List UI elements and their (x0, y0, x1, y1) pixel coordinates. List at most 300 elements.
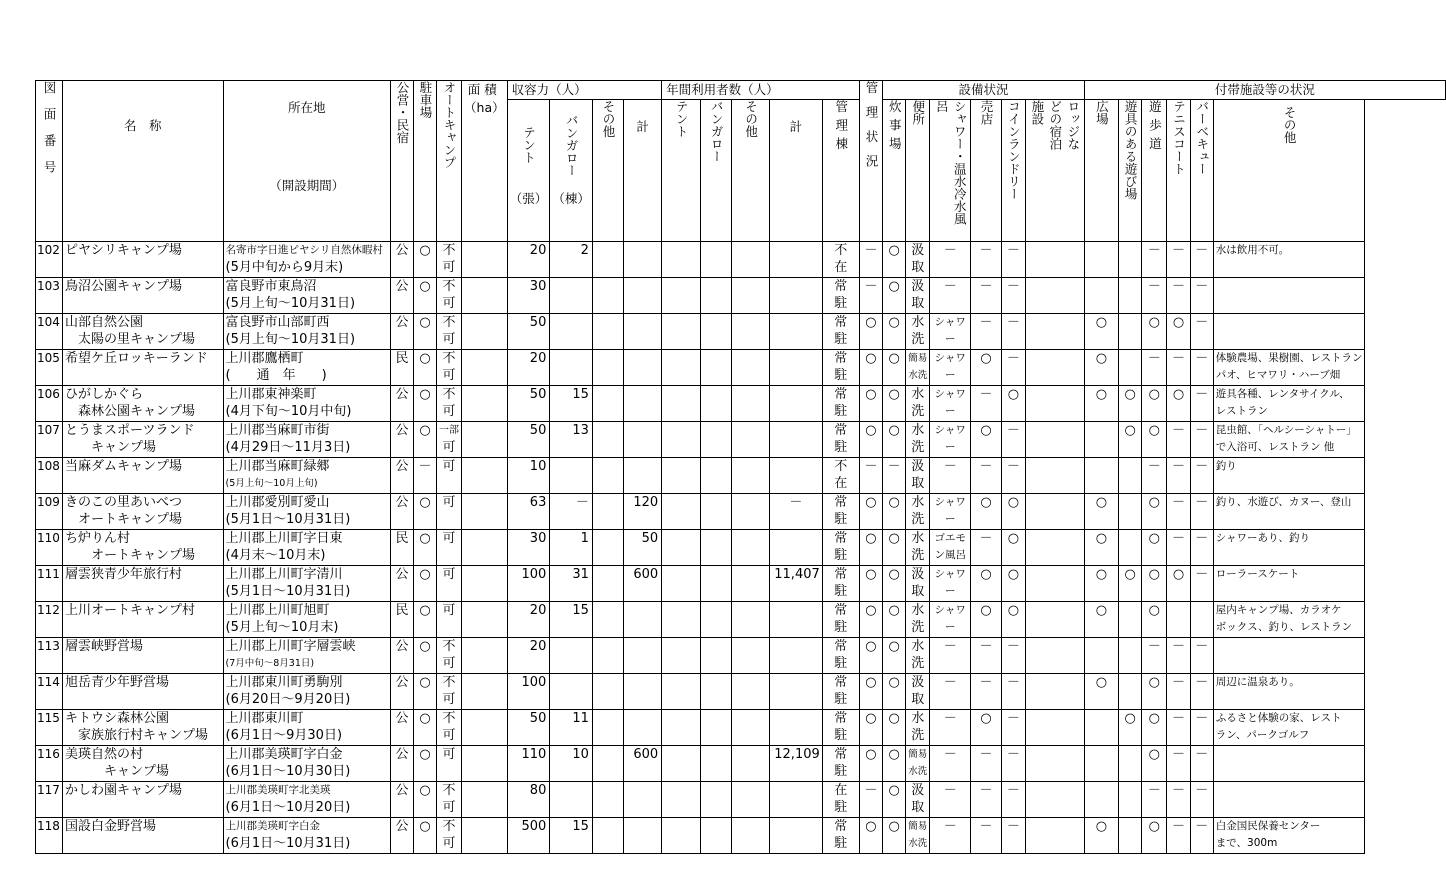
row-a-other (1213, 278, 1365, 314)
row-name (63, 422, 224, 458)
header-u-tent-text: テント (674, 100, 690, 138)
row-f-shower (930, 314, 971, 350)
row-cap-bungalow (550, 422, 593, 458)
header-f-shop-text: 売店 (979, 100, 995, 125)
table-row (36, 422, 1446, 458)
header-f-toilet (906, 100, 930, 242)
row-f-toilet-line1: 水 (911, 423, 925, 438)
row-cap-tent-text: 100 (521, 675, 547, 690)
header-location-top: 所在地 (288, 100, 326, 115)
row-a-bbq (1190, 566, 1213, 602)
header-a-other-text: その他 (1282, 106, 1298, 144)
row-cap-bungalow (550, 530, 593, 566)
row-type-text: 公 (395, 423, 409, 438)
row-u-other (732, 494, 770, 530)
row-cap-total (624, 386, 662, 422)
row-f-toilet (906, 494, 930, 530)
row-a-other (1213, 386, 1365, 422)
header-f-kitchen (883, 100, 906, 242)
row-cap-tent-text: 10 (529, 459, 547, 474)
row-location-line1: 富良野市山部町西 (225, 315, 330, 330)
row-a-tennis (1167, 602, 1190, 638)
row-mgmt-line2: 駐 (834, 368, 848, 383)
header-a-tennis-text: テニスコート (1171, 100, 1187, 175)
row-u-tent (662, 242, 701, 278)
table-row (36, 386, 1446, 422)
row-parking (414, 566, 437, 602)
row-f-building-text: ○ (865, 711, 877, 726)
header-location (223, 81, 391, 242)
row-a-path (1142, 422, 1167, 458)
row-f-building (859, 278, 882, 314)
row-name-line2: キャンプ場 (65, 440, 157, 455)
row-type-text: 民 (395, 531, 409, 546)
row-cap-tent (507, 674, 550, 710)
row-f-shower-text: － (943, 639, 957, 654)
row-location-line2: (6月1日～10月20日) (225, 800, 351, 815)
row-f-laundry-text: － (1006, 747, 1020, 762)
row-f-shower-text: － (943, 279, 957, 294)
row-cap-other (592, 746, 623, 782)
row-location-line1: 上川郡上川町旭町 (225, 603, 330, 618)
row-u-total (770, 566, 823, 602)
row-f-shower-text: シャワー (934, 568, 966, 597)
row-id (36, 350, 63, 386)
row-a-tennis (1167, 242, 1190, 278)
row-cap-other (592, 386, 623, 422)
row-a-plaza-text: ○ (1095, 387, 1108, 402)
row-f-kitchen (883, 386, 906, 422)
row-a-tennis (1167, 422, 1190, 458)
row-a-path (1142, 494, 1167, 530)
row-f-shower (930, 458, 971, 494)
row-location-line2: (4月下旬～10月中旬) (225, 404, 352, 419)
table-row (36, 314, 1446, 350)
row-cap-tent-text: 30 (529, 279, 547, 294)
row-f-building (859, 818, 882, 854)
row-f-shower-text: ゴエモン風呂 (934, 532, 966, 561)
row-f-toilet (906, 566, 930, 602)
row-id-text: 118 (37, 819, 60, 833)
row-f-laundry (1001, 602, 1025, 638)
row-f-shop-text: ○ (980, 603, 992, 618)
row-f-shower (930, 566, 971, 602)
row-a-path (1142, 674, 1167, 710)
row-cap-bungalow-text: － (575, 495, 589, 510)
header-f-toilet-text: 便所 (910, 100, 926, 125)
row-u-total (770, 782, 823, 818)
row-f-laundry-text: ○ (1007, 531, 1020, 546)
row-type-text: 公 (395, 675, 409, 690)
row-f-shower (930, 422, 971, 458)
row-a-other-line2: パオ、ヒマワリ・ハーブ畑 (1215, 369, 1341, 381)
row-f-building-text: ○ (865, 747, 877, 762)
row-parking (414, 386, 437, 422)
row-parking-text: ○ (419, 315, 431, 330)
row-parking (414, 494, 437, 530)
header-u-total (770, 100, 823, 242)
row-f-kitchen-text: ○ (888, 639, 900, 654)
row-f-toilet (906, 782, 930, 818)
row-f-building (859, 638, 882, 674)
row-a-other (1213, 242, 1365, 278)
row-area (462, 314, 508, 350)
row-name (63, 458, 224, 494)
row-mgmt (822, 278, 859, 314)
header-f-shower (930, 100, 971, 242)
row-parking-text: － (418, 459, 432, 474)
row-location-line2: (6月20日～9月20日) (225, 692, 351, 707)
header-auto (437, 81, 462, 242)
header-facilities-text: 設備状況 (958, 82, 1009, 97)
row-u-tent (662, 314, 701, 350)
header-a-bbq (1190, 100, 1213, 242)
header-cap-tent-unit: （張） (509, 191, 548, 206)
row-name (63, 530, 224, 566)
row-parking-text: ○ (419, 747, 431, 762)
row-f-kitchen-text: ○ (888, 279, 900, 294)
row-f-laundry-text: － (1006, 639, 1020, 654)
row-f-laundry-text: － (1006, 423, 1020, 438)
row-f-shower (930, 638, 971, 674)
row-location-line1: 名寄市字日進ピヤシリ自然休暇村 (225, 244, 383, 256)
row-a-bbq (1190, 278, 1213, 314)
row-area (462, 422, 508, 458)
row-a-playground (1118, 710, 1141, 746)
table-header (36, 81, 1446, 242)
row-f-shop (971, 710, 1002, 746)
row-id (36, 386, 63, 422)
row-id (36, 818, 63, 854)
row-u-tent (662, 746, 701, 782)
row-type (391, 494, 414, 530)
row-u-bungalow (701, 494, 732, 530)
header-type (391, 81, 414, 242)
row-a-playground (1118, 350, 1141, 386)
header-cap-bungalow-unit: （棟） (552, 191, 590, 206)
row-auto-line2: 可 (442, 836, 456, 851)
header-id-text: 図面番号 (42, 81, 57, 187)
row-a-path-text: ○ (1148, 423, 1160, 438)
row-name (63, 242, 224, 278)
row-mgmt-line1: 常 (834, 819, 848, 834)
row-a-lodge (1025, 422, 1084, 458)
row-a-lodge (1025, 710, 1084, 746)
row-u-other (732, 422, 770, 458)
row-f-laundry (1001, 674, 1025, 710)
header-name-text: 名 称 (124, 118, 162, 133)
row-id (36, 314, 63, 350)
row-a-bbq-text: － (1195, 639, 1209, 654)
row-f-kitchen (883, 530, 906, 566)
row-location-line1: 上川郡上川町字清川 (225, 567, 343, 582)
row-f-toilet (906, 710, 930, 746)
row-a-tennis (1167, 566, 1190, 602)
row-u-tent (662, 278, 701, 314)
row-a-playground (1118, 458, 1141, 494)
row-type-text: 公 (395, 567, 409, 582)
row-f-kitchen (883, 242, 906, 278)
row-name-line2: 森林公園キャンプ場 (65, 404, 196, 419)
row-a-path (1142, 530, 1167, 566)
row-parking (414, 674, 437, 710)
row-a-tennis-text: － (1172, 819, 1186, 834)
row-name (63, 602, 224, 638)
row-u-tent (662, 818, 701, 854)
row-mgmt (822, 746, 859, 782)
row-f-kitchen (883, 566, 906, 602)
row-a-lodge (1025, 674, 1084, 710)
row-a-plaza (1084, 602, 1118, 638)
row-mgmt-line1: 常 (834, 387, 848, 402)
row-name (63, 818, 224, 854)
row-mgmt-line1: 常 (834, 423, 848, 438)
row-a-tennis-text: ○ (1172, 315, 1185, 330)
row-f-toilet (906, 350, 930, 386)
row-name (63, 782, 224, 818)
row-a-bbq-text: － (1195, 567, 1209, 582)
row-cap-bungalow-text: 31 (572, 567, 589, 582)
row-a-other (1213, 710, 1365, 746)
row-f-toilet (906, 422, 930, 458)
header-a-path (1142, 100, 1167, 242)
row-type-text: 民 (395, 351, 409, 366)
row-f-kitchen-text: ○ (888, 747, 900, 762)
row-area (462, 782, 508, 818)
row-type (391, 386, 414, 422)
row-f-toilet (906, 638, 930, 674)
header-f-shower-text: シャワー・温水冷水風呂 (934, 100, 968, 225)
row-f-kitchen (883, 638, 906, 674)
row-a-other-line2: ラン、パークゴルフ (1215, 729, 1310, 741)
row-location-line1: 上川郡東川町 (225, 711, 304, 726)
row-a-bbq (1190, 638, 1213, 674)
header-cap-bungalow-text: バンガロー (564, 113, 580, 177)
row-a-path-text: ○ (1148, 819, 1160, 834)
row-mgmt (822, 818, 859, 854)
row-u-other (732, 386, 770, 422)
row-a-plaza (1084, 494, 1118, 530)
row-location-line2: ( 通 年 ) (225, 368, 327, 383)
row-u-bungalow (701, 818, 732, 854)
row-f-toilet-line2: 取 (911, 584, 925, 599)
row-f-shower-text: シャワー (934, 388, 966, 417)
row-a-other (1213, 530, 1365, 566)
row-id (36, 422, 63, 458)
row-a-tennis (1167, 386, 1190, 422)
table-row (36, 278, 1446, 314)
row-mgmt-line2: 駐 (834, 692, 848, 707)
row-f-shower-text: シャワー (934, 604, 966, 633)
row-type (391, 674, 414, 710)
row-f-building (859, 386, 882, 422)
row-type (391, 458, 414, 494)
row-a-tennis-text: － (1172, 711, 1186, 726)
row-a-bbq-text: － (1195, 675, 1209, 690)
row-a-bbq (1190, 350, 1213, 386)
row-f-laundry (1001, 458, 1025, 494)
row-a-plaza-text: ○ (1095, 315, 1108, 330)
row-id-text: 114 (37, 675, 60, 689)
row-f-shower (930, 818, 971, 854)
row-a-playground (1118, 566, 1141, 602)
row-parking (414, 782, 437, 818)
row-a-tennis (1167, 638, 1190, 674)
row-u-total (770, 314, 823, 350)
row-cap-tent (507, 422, 550, 458)
row-a-plaza (1084, 566, 1118, 602)
row-location-line1: 上川郡上川町字日東 (225, 531, 343, 546)
row-a-lodge (1025, 602, 1084, 638)
row-f-toilet (906, 674, 930, 710)
row-f-laundry-text: ○ (1007, 603, 1020, 618)
row-cap-total-text: 50 (641, 531, 659, 546)
row-cap-other (592, 530, 623, 566)
row-a-path-text: ○ (1148, 495, 1160, 510)
row-f-shop (971, 422, 1002, 458)
row-f-shower-text: － (943, 675, 957, 690)
row-cap-tent-text: 100 (521, 567, 547, 582)
row-location-line1: 上川郡愛別町愛山 (225, 495, 330, 510)
row-f-shop (971, 530, 1002, 566)
row-a-bbq-text: － (1195, 351, 1209, 366)
row-area (462, 278, 508, 314)
row-u-bungalow (701, 242, 732, 278)
row-type (391, 602, 414, 638)
row-location-line2: (5月中旬から9月末) (225, 260, 344, 275)
row-f-toilet-line2: 取 (911, 296, 925, 311)
row-name (63, 638, 224, 674)
row-parking-text: ○ (419, 567, 431, 582)
row-a-other-line1: 水は飲用不可。 (1215, 244, 1290, 256)
row-a-bbq-text: － (1195, 423, 1209, 438)
row-u-tent (662, 638, 701, 674)
row-id (36, 566, 63, 602)
row-a-bbq (1190, 242, 1213, 278)
row-f-kitchen (883, 278, 906, 314)
row-f-laundry-text: － (1006, 675, 1020, 690)
table-row (36, 638, 1446, 674)
row-a-plaza-text: ○ (1095, 351, 1108, 366)
row-id (36, 602, 63, 638)
row-mgmt-line2: 駐 (834, 656, 848, 671)
row-a-tennis (1167, 782, 1190, 818)
table-row (36, 782, 1446, 818)
row-auto-line1: 可 (442, 495, 456, 510)
row-a-lodge (1025, 350, 1084, 386)
row-f-shower-text: － (943, 459, 957, 474)
row-a-lodge (1025, 278, 1084, 314)
row-f-kitchen (883, 746, 906, 782)
row-mgmt (822, 674, 859, 710)
row-u-other (732, 602, 770, 638)
row-name-line2: 太陽の里キャンプ場 (65, 332, 196, 347)
row-a-plaza-text: ○ (1095, 531, 1108, 546)
row-name-line1: 層雲峡野営場 (65, 639, 144, 654)
row-cap-total (624, 494, 662, 530)
row-auto-line1: 不 (442, 315, 456, 330)
row-auto-line1: 不 (442, 675, 456, 690)
row-f-shower (930, 386, 971, 422)
row-f-shop-text: ○ (980, 351, 992, 366)
row-auto-line1: 不 (442, 783, 456, 798)
row-type-text: 公 (395, 747, 409, 762)
row-parking (414, 458, 437, 494)
row-mgmt (822, 530, 859, 566)
row-f-laundry (1001, 530, 1025, 566)
row-cap-bungalow-text: 11 (572, 711, 589, 726)
row-mgmt (822, 782, 859, 818)
row-a-lodge (1025, 746, 1084, 782)
row-cap-total (624, 566, 662, 602)
header-a-playground (1118, 100, 1141, 242)
row-name-line1: 旭岳青少年野営場 (65, 675, 170, 690)
row-cap-tent (507, 602, 550, 638)
row-cap-total (624, 350, 662, 386)
row-parking (414, 278, 437, 314)
row-mgmt-line2: 駐 (834, 764, 848, 779)
row-f-shop-text: － (979, 747, 993, 762)
row-a-tennis (1167, 494, 1190, 530)
row-u-bungalow (701, 278, 732, 314)
row-f-kitchen (883, 458, 906, 494)
row-cap-total (624, 314, 662, 350)
row-mgmt-line2: 駐 (834, 800, 848, 815)
row-f-shower-text: シャワー (934, 316, 966, 345)
row-a-path-text: ○ (1148, 603, 1160, 618)
row-f-toilet (906, 602, 930, 638)
row-a-bbq (1190, 602, 1213, 638)
row-type (391, 782, 414, 818)
row-mgmt-line1: 常 (834, 711, 848, 726)
row-id-text: 109 (37, 495, 60, 509)
row-cap-other (592, 314, 623, 350)
row-auto (437, 386, 462, 422)
row-a-plaza-text: ○ (1095, 675, 1108, 690)
row-auto-line2: 可 (442, 728, 456, 743)
row-f-kitchen (883, 674, 906, 710)
header-attached (1084, 81, 1445, 100)
row-a-bbq-text: － (1195, 495, 1209, 510)
row-f-shop-text: － (979, 639, 993, 654)
table-row (36, 530, 1446, 566)
row-u-total (770, 458, 823, 494)
row-id-text: 116 (37, 747, 60, 761)
row-mgmt-line2: 駐 (834, 332, 848, 347)
row-area (462, 602, 508, 638)
row-name (63, 278, 224, 314)
row-u-tent (662, 350, 701, 386)
row-a-path-text: ○ (1148, 531, 1160, 546)
row-a-path (1142, 242, 1167, 278)
row-u-bungalow (701, 422, 732, 458)
row-cap-total-text: 600 (633, 567, 659, 582)
row-a-plaza-text: ○ (1095, 819, 1108, 834)
header-u-tent (662, 100, 701, 242)
row-a-playground (1118, 386, 1141, 422)
row-auto (437, 242, 462, 278)
row-cap-total-text: 600 (633, 747, 659, 762)
row-f-shop (971, 566, 1002, 602)
row-auto-line1: 可 (442, 531, 456, 546)
row-name (63, 710, 224, 746)
row-f-building (859, 782, 882, 818)
row-a-other-line1: 釣り (1215, 460, 1237, 472)
row-u-bungalow (701, 314, 732, 350)
header-users-text: 年間利用者数（人） (666, 82, 779, 97)
row-f-shower-text: － (943, 711, 957, 726)
row-f-kitchen-text: ○ (888, 819, 900, 834)
